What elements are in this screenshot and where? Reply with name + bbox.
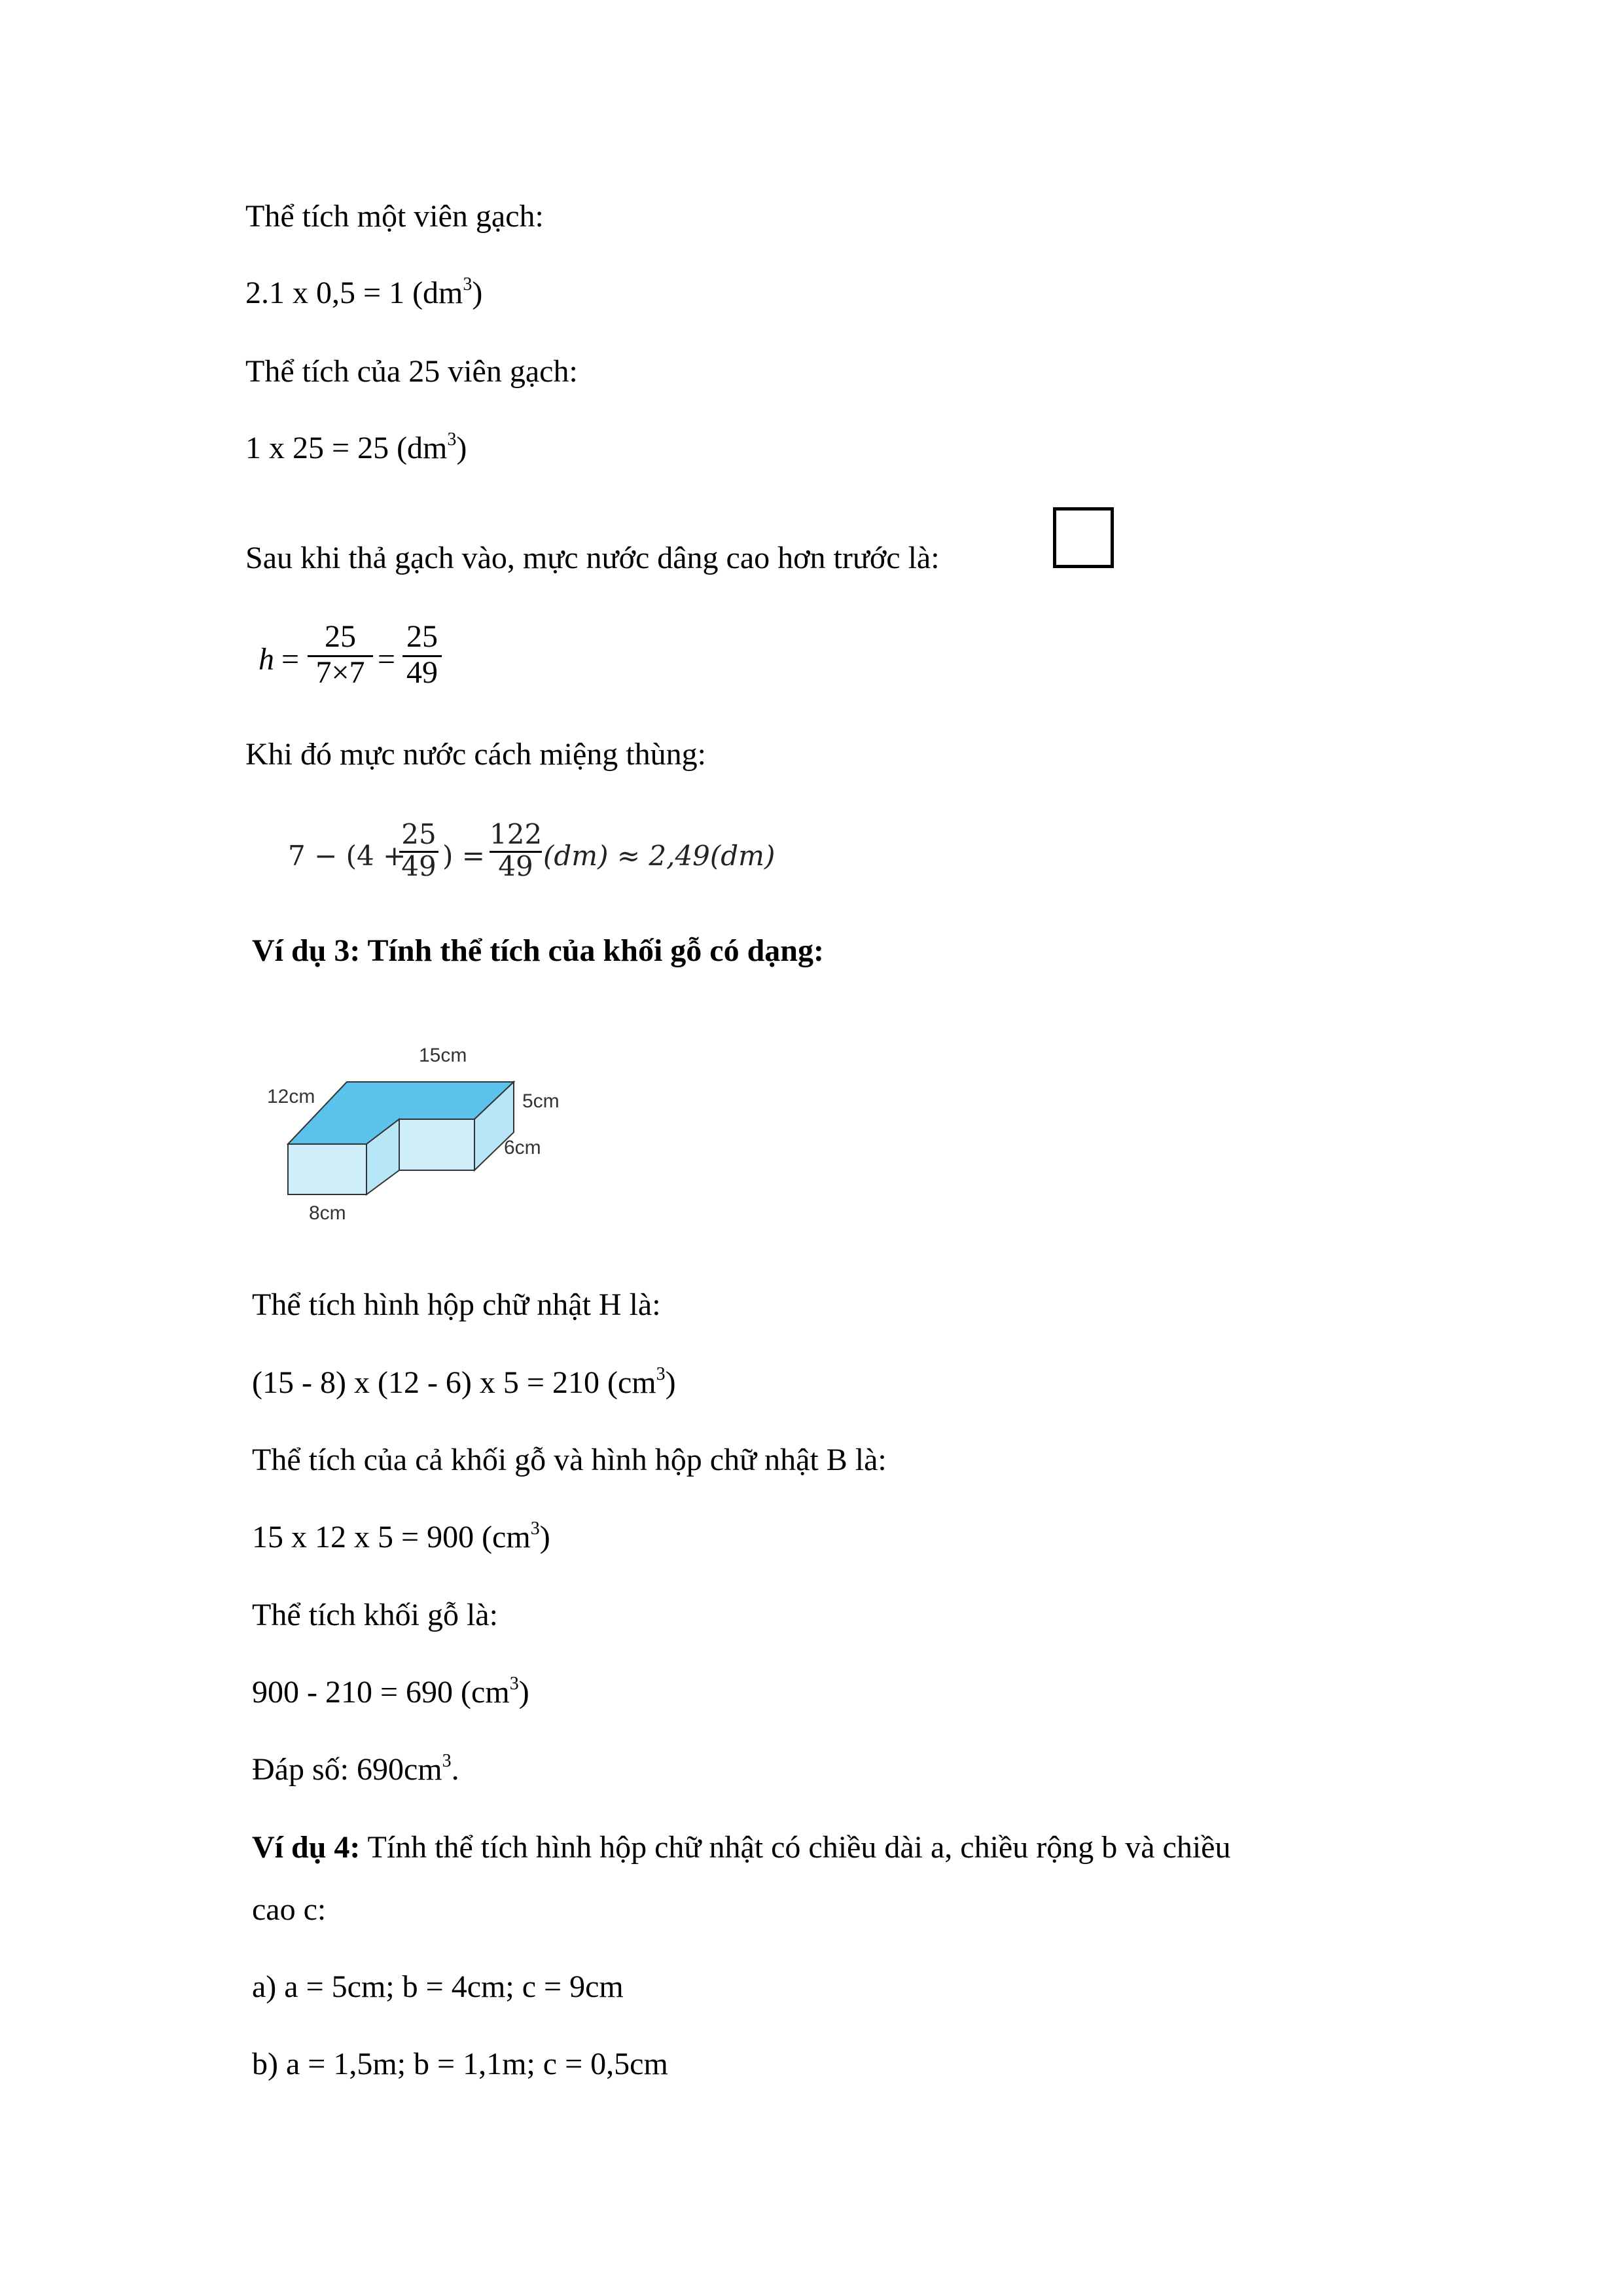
answer-text: Đáp số: 690cm bbox=[252, 1752, 442, 1787]
label-5cm: 5cm bbox=[522, 1090, 560, 1112]
eq-equals-2: = bbox=[378, 642, 396, 677]
line-brick-volume-title: Thể tích một viên gạch: bbox=[245, 199, 544, 234]
eq-gap-left: 7 − (4 + bbox=[288, 840, 406, 872]
front-left-face bbox=[288, 1144, 366, 1194]
eq-equals-1: = bbox=[281, 642, 300, 677]
calc-text-end: ) bbox=[665, 1365, 676, 1400]
denominator: 49 bbox=[406, 655, 438, 690]
denominator: 7×7 bbox=[315, 655, 365, 690]
calc-text-end: ) bbox=[518, 1675, 529, 1710]
fraction-25-over-7x7 bbox=[308, 619, 373, 691]
numerator: 25 bbox=[406, 619, 438, 654]
label-6cm: 6cm bbox=[504, 1137, 541, 1158]
example-4-text: Tính thể tích hình hộp chữ nhật có chiều dài a, chiều rộng b và chiều bbox=[360, 1830, 1231, 1865]
calc-text: 2.1 x 0,5 = 1 (dm bbox=[245, 276, 463, 310]
line-25-bricks-title: Thể tích của 25 viên gạch: bbox=[245, 354, 578, 389]
example-4-label: Ví dụ 4: bbox=[252, 1830, 361, 1865]
empty-box bbox=[1053, 507, 1114, 568]
line-volume-b: Thể tích của cả khối gỗ và hình hộp chữ nhật B là: bbox=[252, 1443, 887, 1477]
eq-var-h: h bbox=[259, 642, 274, 677]
calc-text-end: ) bbox=[456, 431, 467, 465]
answer-text-end: . bbox=[451, 1752, 459, 1787]
calc-text: (15 - 8) x (12 - 6) x 5 = 210 (cm bbox=[252, 1365, 656, 1400]
calc-text: 900 - 210 = 690 (cm bbox=[252, 1675, 510, 1710]
calc-text: 15 x 12 x 5 = 900 (cm bbox=[252, 1520, 531, 1554]
eq-gap-mid: ) = bbox=[442, 840, 485, 872]
denominator: 49 bbox=[498, 850, 533, 882]
example-4-part-b: b) a = 1,5m; b = 1,1m; c = 0,5cm bbox=[252, 2047, 668, 2081]
denominator: 49 bbox=[401, 850, 437, 882]
numerator: 122 bbox=[490, 818, 543, 850]
line-water-rise: Sau khi thả gạch vào, mực nước dâng cao hơn trước là: bbox=[245, 541, 940, 575]
numerator: 25 bbox=[325, 619, 356, 654]
superscript: 3 bbox=[447, 429, 457, 450]
superscript: 3 bbox=[463, 274, 473, 295]
superscript: 3 bbox=[530, 1518, 540, 1539]
fraction-25-over-49 bbox=[399, 818, 438, 883]
example-4-line-1 bbox=[252, 1829, 1230, 1866]
superscript: 3 bbox=[509, 1674, 519, 1694]
label-8cm: 8cm bbox=[309, 1202, 346, 1224]
line-25-bricks-calc bbox=[245, 430, 467, 467]
label-15cm: 15cm bbox=[419, 1045, 467, 1066]
line-water-gap: Khi đó mực nước cách miệng thùng: bbox=[245, 737, 706, 772]
wood-block-figure bbox=[262, 1028, 602, 1237]
line-volume-b-calc bbox=[252, 1519, 550, 1556]
example-3-heading: Ví dụ 3: Tính thể tích của khối gỗ có dạng: bbox=[252, 933, 824, 968]
fraction-122-over-49 bbox=[490, 818, 542, 883]
example-4-part-a: a) a = 5cm; b = 4cm; c = 9cm bbox=[252, 1969, 624, 2004]
calc-text-end: ) bbox=[539, 1520, 550, 1554]
inner-front-face bbox=[399, 1119, 474, 1170]
numerator: 25 bbox=[401, 818, 437, 850]
line-brick-volume-calc bbox=[245, 275, 482, 312]
line-volume-wood-calc bbox=[252, 1674, 529, 1711]
example-4-line-2: cao c: bbox=[252, 1892, 327, 1927]
fraction-25-over-49 bbox=[402, 619, 442, 691]
line-volume-h: Thể tích hình hộp chữ nhật H là: bbox=[252, 1287, 661, 1322]
calc-text: 1 x 25 = 25 (dm bbox=[245, 431, 448, 465]
line-volume-h-calc bbox=[252, 1365, 676, 1401]
calc-text-end: ) bbox=[472, 276, 483, 310]
line-volume-wood: Thể tích khối gỗ là: bbox=[252, 1598, 498, 1632]
label-12cm: 12cm bbox=[267, 1086, 315, 1107]
eq-gap-right: (dm) ≈ 2,49(dm) bbox=[543, 840, 776, 872]
superscript: 3 bbox=[656, 1364, 666, 1384]
line-answer bbox=[252, 1751, 459, 1788]
superscript: 3 bbox=[442, 1751, 452, 1771]
